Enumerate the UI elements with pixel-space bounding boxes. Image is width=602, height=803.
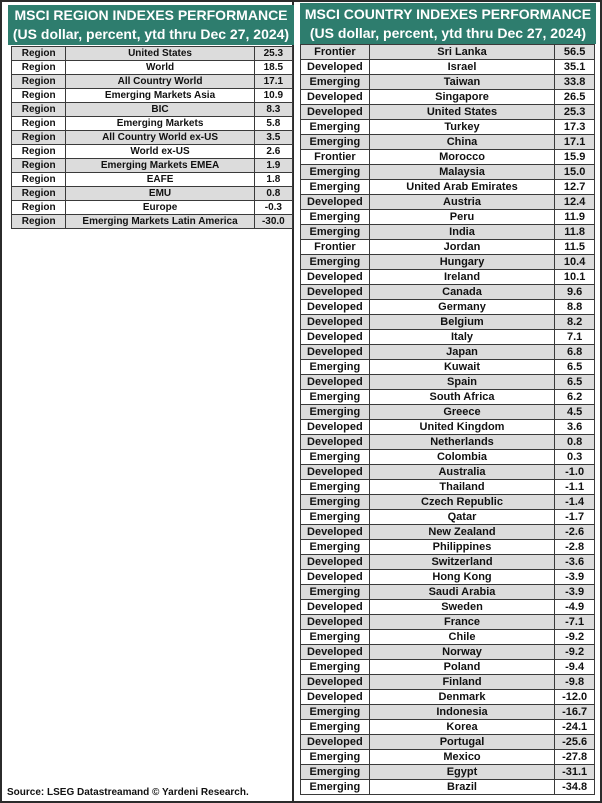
name-cell: All Country World <box>66 75 254 89</box>
name-cell: Mexico <box>369 750 555 765</box>
value-cell: 12.4 <box>555 195 595 210</box>
name-cell: Finland <box>369 675 555 690</box>
table-row <box>301 210 595 225</box>
value-cell: 0.8 <box>555 435 595 450</box>
type-cell: Developed <box>301 555 370 570</box>
type-cell: Developed <box>301 90 370 105</box>
type-cell: Developed <box>301 690 370 705</box>
type-cell: Emerging <box>301 360 370 375</box>
type-cell: Developed <box>301 420 370 435</box>
name-cell: United States <box>369 105 555 120</box>
table-row <box>301 360 595 375</box>
type-cell: Emerging <box>301 510 370 525</box>
name-cell: United Kingdom <box>369 420 555 435</box>
value-cell: 0.8 <box>254 187 292 201</box>
name-cell: Poland <box>369 660 555 675</box>
type-cell: Frontier <box>301 45 370 60</box>
type-cell: Developed <box>301 375 370 390</box>
name-cell: Sri Lanka <box>369 45 555 60</box>
type-cell: Emerging <box>301 660 370 675</box>
name-cell: Italy <box>369 330 555 345</box>
value-cell: 0.3 <box>555 450 595 465</box>
table-row <box>301 180 595 195</box>
value-cell: -1.4 <box>555 495 595 510</box>
table-row <box>12 187 293 201</box>
table-row <box>301 390 595 405</box>
name-cell: Qatar <box>369 510 555 525</box>
value-cell: -12.0 <box>555 690 595 705</box>
name-cell: France <box>369 615 555 630</box>
type-cell: Emerging <box>301 225 370 240</box>
table-row <box>301 615 595 630</box>
type-cell: Emerging <box>301 495 370 510</box>
region-title: MSCI REGION INDEXES PERFORMANCE <box>14 7 288 23</box>
value-cell: -3.9 <box>555 585 595 600</box>
table-row <box>12 131 293 145</box>
table-row <box>12 47 293 61</box>
value-cell: 11.9 <box>555 210 595 225</box>
type-cell: Emerging <box>301 390 370 405</box>
region-panel-header <box>8 5 294 45</box>
value-cell: -4.9 <box>555 600 595 615</box>
value-cell: 10.9 <box>254 89 292 103</box>
value-cell: 11.5 <box>555 240 595 255</box>
type-cell: Emerging <box>301 765 370 780</box>
name-cell: All Country World ex-US <box>66 131 254 145</box>
table-row <box>301 105 595 120</box>
value-cell: -16.7 <box>555 705 595 720</box>
value-cell: 33.8 <box>555 75 595 90</box>
type-cell: Developed <box>301 465 370 480</box>
name-cell: Turkey <box>369 120 555 135</box>
name-cell: Kuwait <box>369 360 555 375</box>
name-cell: Germany <box>369 300 555 315</box>
table-row <box>301 45 595 60</box>
name-cell: Peru <box>369 210 555 225</box>
type-cell: Region <box>12 117 66 131</box>
value-cell: 56.5 <box>555 45 595 60</box>
value-cell: -24.1 <box>555 720 595 735</box>
name-cell: Egypt <box>369 765 555 780</box>
region-table <box>11 46 293 229</box>
value-cell: -9.2 <box>555 645 595 660</box>
type-cell: Developed <box>301 315 370 330</box>
value-cell: 15.9 <box>555 150 595 165</box>
name-cell: Australia <box>369 465 555 480</box>
table-row <box>12 159 293 173</box>
value-cell: -1.0 <box>555 465 595 480</box>
table-row <box>301 600 595 615</box>
table-row <box>301 555 595 570</box>
name-cell: Norway <box>369 645 555 660</box>
type-cell: Developed <box>301 195 370 210</box>
name-cell: Canada <box>369 285 555 300</box>
type-cell: Developed <box>301 330 370 345</box>
name-cell: Korea <box>369 720 555 735</box>
table-row <box>301 735 595 750</box>
table-row <box>301 765 595 780</box>
type-cell: Region <box>12 201 66 215</box>
value-cell: 25.3 <box>254 47 292 61</box>
table-row <box>12 75 293 89</box>
value-cell: 6.8 <box>555 345 595 360</box>
value-cell: 10.1 <box>555 270 595 285</box>
value-cell: 7.1 <box>555 330 595 345</box>
table-row <box>301 225 595 240</box>
value-cell: -9.8 <box>555 675 595 690</box>
name-cell: Emerging Markets EMEA <box>66 159 254 173</box>
value-cell: 1.9 <box>254 159 292 173</box>
table-row <box>12 61 293 75</box>
name-cell: Czech Republic <box>369 495 555 510</box>
value-cell: 9.6 <box>555 285 595 300</box>
type-cell: Region <box>12 75 66 89</box>
value-cell: 10.4 <box>555 255 595 270</box>
table-row <box>301 510 595 525</box>
type-cell: Emerging <box>301 750 370 765</box>
table-row <box>301 690 595 705</box>
type-cell: Emerging <box>301 75 370 90</box>
name-cell: World ex-US <box>66 145 254 159</box>
type-cell: Region <box>12 159 66 173</box>
type-cell: Developed <box>301 615 370 630</box>
type-cell: Region <box>12 215 66 229</box>
table-row <box>301 255 595 270</box>
value-cell: -30.0 <box>254 215 292 229</box>
table-row <box>301 150 595 165</box>
type-cell: Region <box>12 47 66 61</box>
table-row <box>12 173 293 187</box>
table-row <box>301 195 595 210</box>
table-row <box>301 90 595 105</box>
value-cell: -3.6 <box>555 555 595 570</box>
type-cell: Region <box>12 173 66 187</box>
name-cell: Colombia <box>369 450 555 465</box>
value-cell: 17.3 <box>555 120 595 135</box>
name-cell: World <box>66 61 254 75</box>
value-cell: 12.7 <box>555 180 595 195</box>
type-cell: Developed <box>301 270 370 285</box>
table-row <box>301 240 595 255</box>
table-row <box>301 165 595 180</box>
value-cell: 8.3 <box>254 103 292 117</box>
name-cell: EMU <box>66 187 254 201</box>
value-cell: -2.6 <box>555 525 595 540</box>
table-row <box>301 570 595 585</box>
type-cell: Emerging <box>301 135 370 150</box>
name-cell: Brazil <box>369 780 555 795</box>
table-row <box>301 135 595 150</box>
name-cell: Chile <box>369 630 555 645</box>
type-cell: Emerging <box>301 630 370 645</box>
type-cell: Emerging <box>301 255 370 270</box>
table-row <box>12 201 293 215</box>
name-cell: Israel <box>369 60 555 75</box>
name-cell: United Arab Emirates <box>369 180 555 195</box>
type-cell: Developed <box>301 60 370 75</box>
type-cell: Developed <box>301 645 370 660</box>
value-cell: 35.1 <box>555 60 595 75</box>
name-cell: BIC <box>66 103 254 117</box>
type-cell: Developed <box>301 300 370 315</box>
country-subtitle: (US dollar, percent, ytd thru Dec 27, 2024) <box>309 25 587 41</box>
type-cell: Region <box>12 187 66 201</box>
value-cell: -7.1 <box>555 615 595 630</box>
name-cell: Indonesia <box>369 705 555 720</box>
value-cell: -1.1 <box>555 480 595 495</box>
table-row <box>301 285 595 300</box>
type-cell: Emerging <box>301 210 370 225</box>
type-cell: Developed <box>301 285 370 300</box>
type-cell: Emerging <box>301 540 370 555</box>
name-cell: Portugal <box>369 735 555 750</box>
value-cell: -31.1 <box>555 765 595 780</box>
table-row <box>301 75 595 90</box>
value-cell: -1.7 <box>555 510 595 525</box>
table-row <box>301 630 595 645</box>
table-row <box>12 103 293 117</box>
table-row <box>301 585 595 600</box>
table-row <box>301 330 595 345</box>
table-row <box>301 345 595 360</box>
name-cell: Philippines <box>369 540 555 555</box>
type-cell: Region <box>12 131 66 145</box>
name-cell: Sweden <box>369 600 555 615</box>
value-cell: -27.8 <box>555 750 595 765</box>
value-cell: 18.5 <box>254 61 292 75</box>
name-cell: Malaysia <box>369 165 555 180</box>
value-cell: 17.1 <box>254 75 292 89</box>
name-cell: Taiwan <box>369 75 555 90</box>
value-cell: 17.1 <box>555 135 595 150</box>
country-panel-header <box>300 3 596 44</box>
table-row <box>301 420 595 435</box>
type-cell: Emerging <box>301 585 370 600</box>
table-row <box>301 480 595 495</box>
type-cell: Region <box>12 145 66 159</box>
name-cell: China <box>369 135 555 150</box>
value-cell: -0.3 <box>254 201 292 215</box>
table-row <box>301 720 595 735</box>
name-cell: Singapore <box>369 90 555 105</box>
region-subtitle: (US dollar, percent, ytd thru Dec 27, 2024) <box>12 26 290 42</box>
type-cell: Developed <box>301 525 370 540</box>
type-cell: Emerging <box>301 720 370 735</box>
value-cell: -34.8 <box>555 780 595 795</box>
table-row <box>12 145 293 159</box>
table-row <box>301 60 595 75</box>
table-row <box>301 675 595 690</box>
table-row <box>301 300 595 315</box>
value-cell: 4.5 <box>555 405 595 420</box>
name-cell: India <box>369 225 555 240</box>
table-row <box>301 660 595 675</box>
table-row <box>301 465 595 480</box>
type-cell: Region <box>12 103 66 117</box>
table-row <box>301 645 595 660</box>
name-cell: Ireland <box>369 270 555 285</box>
name-cell: Switzerland <box>369 555 555 570</box>
type-cell: Emerging <box>301 405 370 420</box>
name-cell: Emerging Markets <box>66 117 254 131</box>
type-cell: Developed <box>301 105 370 120</box>
country-table <box>300 44 595 795</box>
name-cell: Jordan <box>369 240 555 255</box>
source-note: Source: LSEG Datastreamand © Yardeni Research. <box>7 787 249 798</box>
type-cell: Developed <box>301 435 370 450</box>
table-row <box>301 315 595 330</box>
name-cell: Europe <box>66 201 254 215</box>
name-cell: Belgium <box>369 315 555 330</box>
value-cell: -9.2 <box>555 630 595 645</box>
name-cell: Austria <box>369 195 555 210</box>
name-cell: Netherlands <box>369 435 555 450</box>
table-row <box>301 405 595 420</box>
value-cell: -3.9 <box>555 570 595 585</box>
name-cell: Spain <box>369 375 555 390</box>
type-cell: Emerging <box>301 120 370 135</box>
type-cell: Emerging <box>301 165 370 180</box>
table-row <box>12 117 293 131</box>
country-panel <box>296 0 600 801</box>
value-cell: -25.6 <box>555 735 595 750</box>
type-cell: Developed <box>301 570 370 585</box>
type-cell: Region <box>12 89 66 103</box>
table-row <box>12 89 293 103</box>
type-cell: Emerging <box>301 480 370 495</box>
type-cell: Frontier <box>301 150 370 165</box>
table-row <box>301 540 595 555</box>
name-cell: Hong Kong <box>369 570 555 585</box>
name-cell: EAFE <box>66 173 254 187</box>
value-cell: 15.0 <box>555 165 595 180</box>
table-row <box>301 435 595 450</box>
table-row <box>301 780 595 795</box>
type-cell: Developed <box>301 675 370 690</box>
table-row <box>301 750 595 765</box>
type-cell: Developed <box>301 600 370 615</box>
value-cell: 8.8 <box>555 300 595 315</box>
value-cell: 5.8 <box>254 117 292 131</box>
value-cell: 8.2 <box>555 315 595 330</box>
name-cell: South Africa <box>369 390 555 405</box>
table-row <box>301 375 595 390</box>
value-cell: -9.4 <box>555 660 595 675</box>
type-cell: Emerging <box>301 180 370 195</box>
value-cell: 2.6 <box>254 145 292 159</box>
table-row <box>301 270 595 285</box>
type-cell: Developed <box>301 735 370 750</box>
type-cell: Emerging <box>301 780 370 795</box>
value-cell: 26.5 <box>555 90 595 105</box>
country-title: MSCI COUNTRY INDEXES PERFORMANCE <box>304 6 592 22</box>
region-panel <box>2 0 294 801</box>
name-cell: Japan <box>369 345 555 360</box>
name-cell: Saudi Arabia <box>369 585 555 600</box>
value-cell: 11.8 <box>555 225 595 240</box>
name-cell: United States <box>66 47 254 61</box>
table-row <box>301 450 595 465</box>
name-cell: New Zealand <box>369 525 555 540</box>
name-cell: Emerging Markets Latin America <box>66 215 254 229</box>
table-row <box>301 120 595 135</box>
value-cell: 25.3 <box>555 105 595 120</box>
name-cell: Hungary <box>369 255 555 270</box>
type-cell: Emerging <box>301 450 370 465</box>
name-cell: Denmark <box>369 690 555 705</box>
value-cell: 6.5 <box>555 375 595 390</box>
name-cell: Thailand <box>369 480 555 495</box>
type-cell: Frontier <box>301 240 370 255</box>
name-cell: Greece <box>369 405 555 420</box>
table-row <box>301 705 595 720</box>
value-cell: 1.8 <box>254 173 292 187</box>
name-cell: Emerging Markets Asia <box>66 89 254 103</box>
value-cell: -2.8 <box>555 540 595 555</box>
type-cell: Developed <box>301 345 370 360</box>
type-cell: Emerging <box>301 705 370 720</box>
value-cell: 3.5 <box>254 131 292 145</box>
value-cell: 3.6 <box>555 420 595 435</box>
type-cell: Region <box>12 61 66 75</box>
value-cell: 6.2 <box>555 390 595 405</box>
value-cell: 6.5 <box>555 360 595 375</box>
table-row <box>301 525 595 540</box>
table-row <box>12 215 293 229</box>
name-cell: Morocco <box>369 150 555 165</box>
table-row <box>301 495 595 510</box>
